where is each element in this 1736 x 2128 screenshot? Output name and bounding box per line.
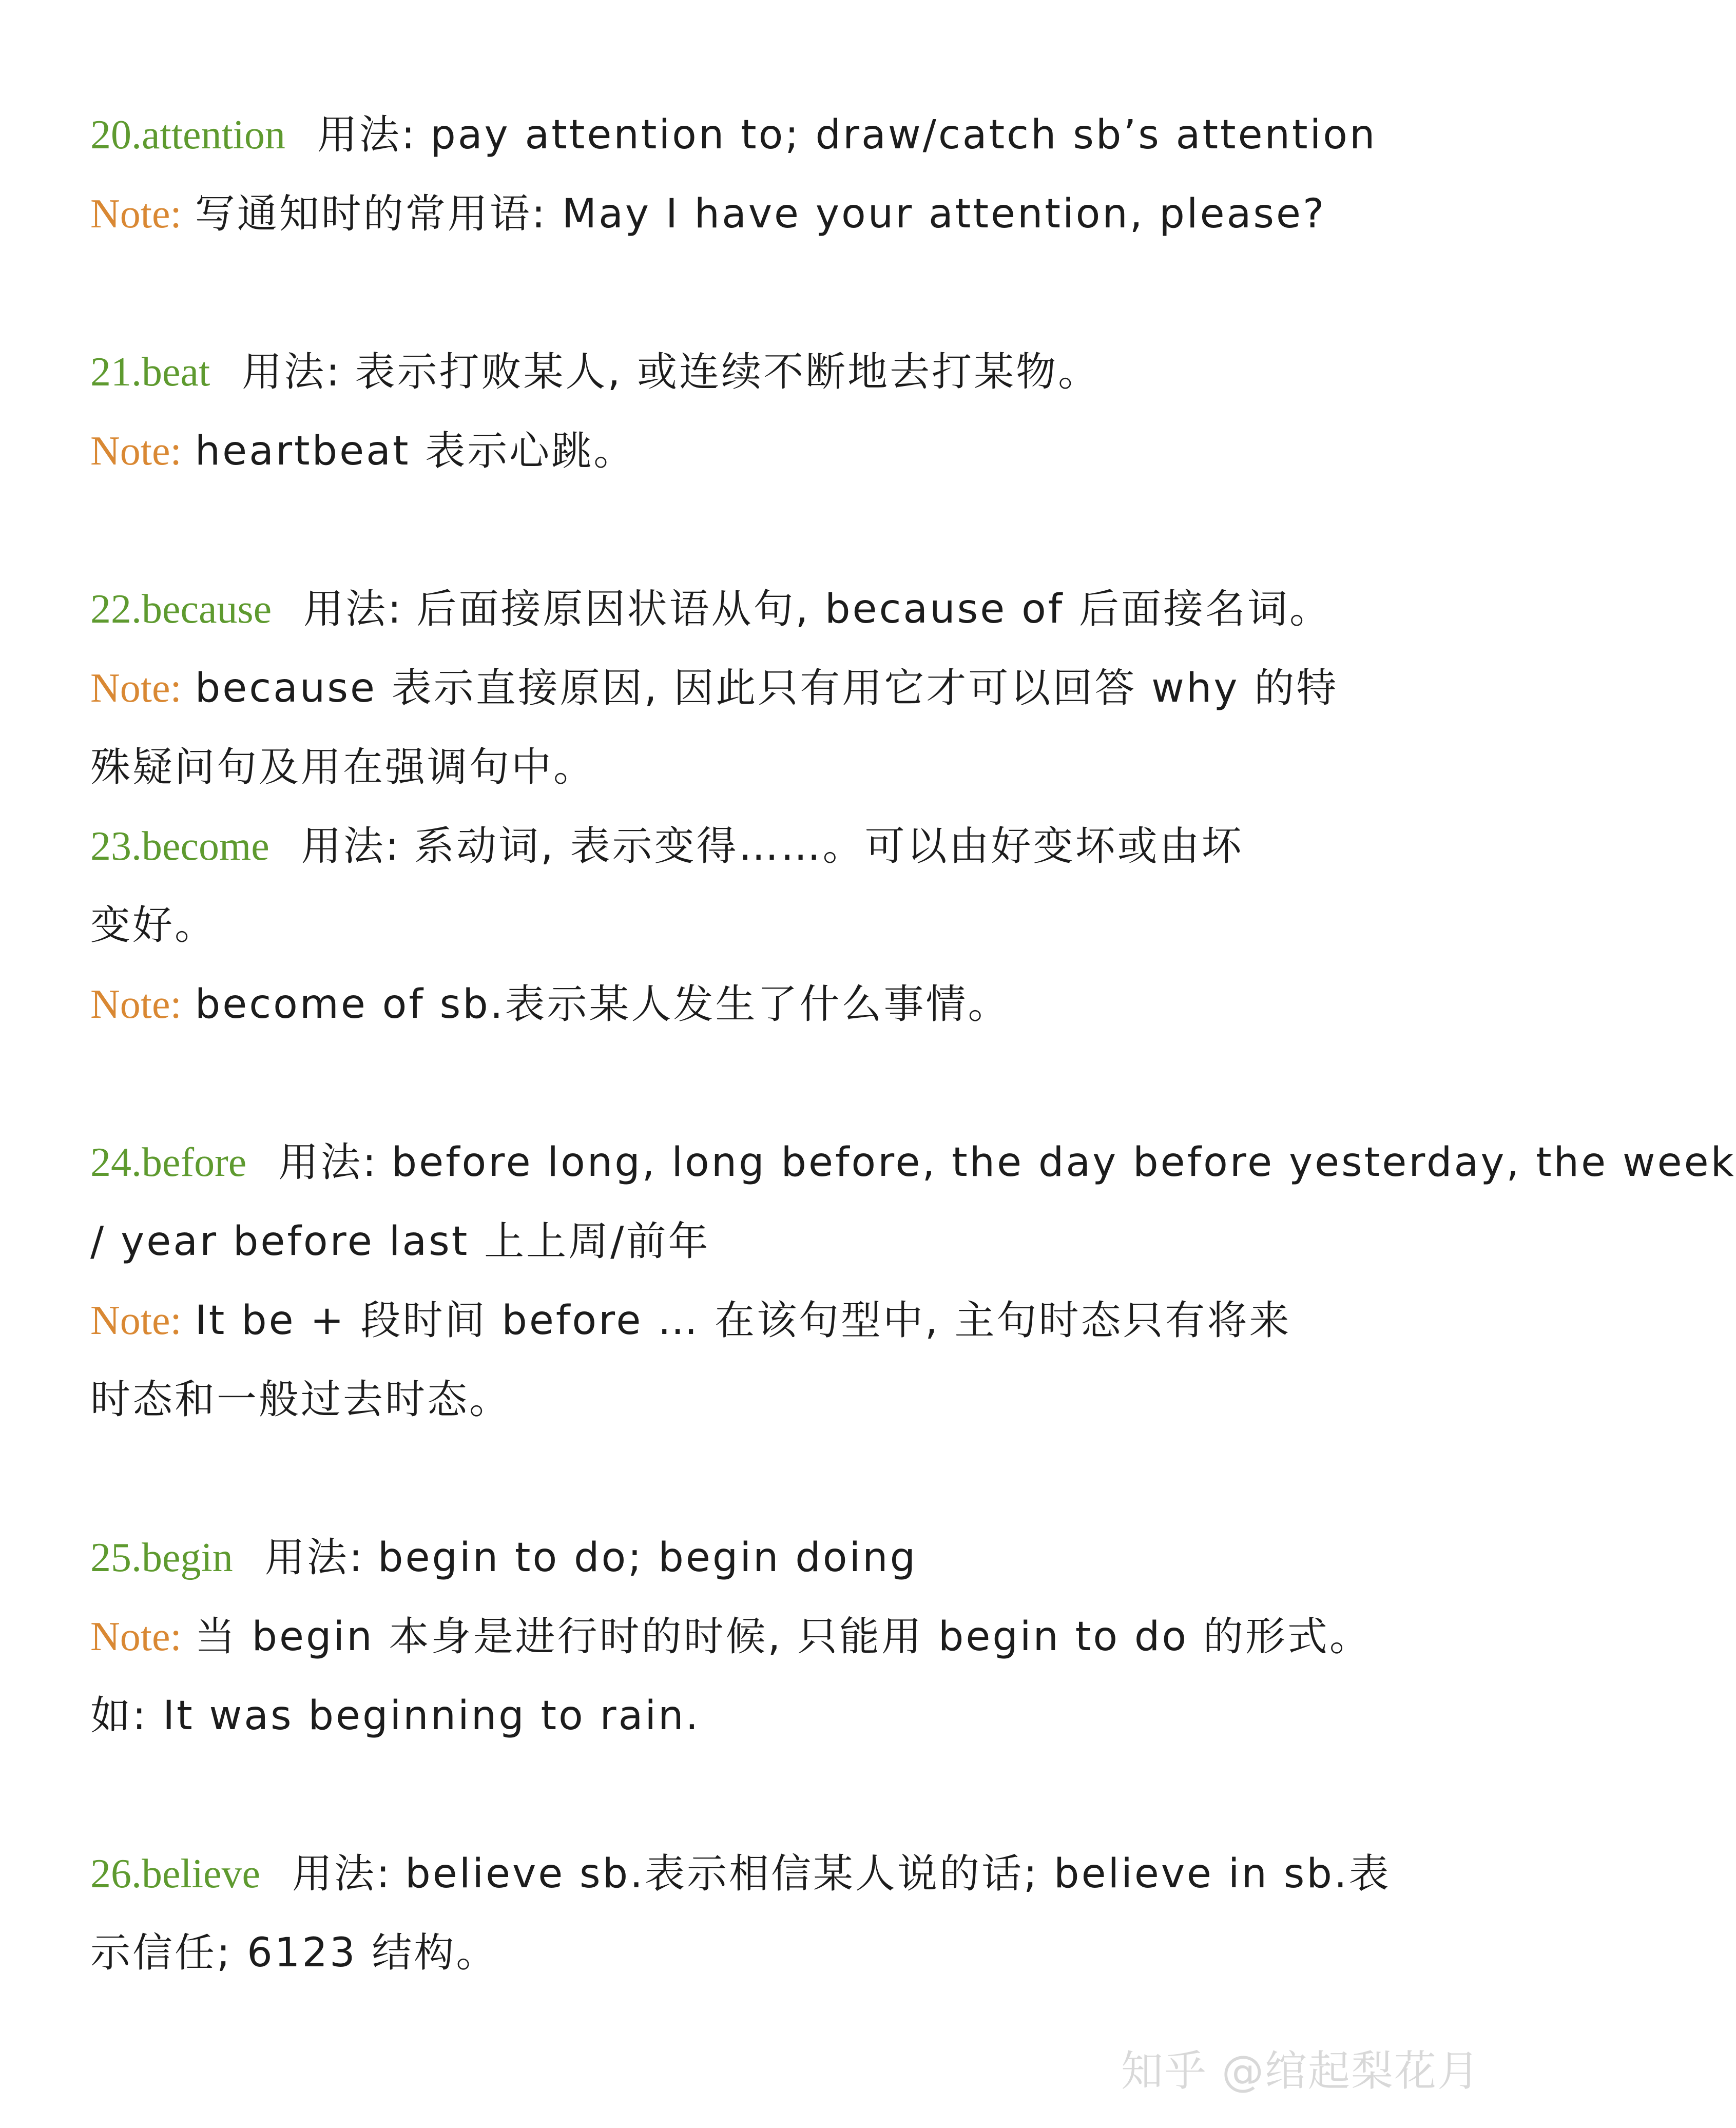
usage-text: 系动词, 表示变得……。可以由好变坏或由坏 [414,823,1244,869]
note-label: Note: [90,1614,182,1659]
usage-line-continued: / year before last 上上周/前年 [90,1218,710,1265]
usage-text: 表示打败某人, 或连续不断地去打某物。 [355,349,1101,395]
usage-line [90,1834,1435,1913]
notes-page [90,95,1736,1992]
usage-line [90,333,1435,412]
note-label: Note: [90,982,182,1027]
usage-line [90,95,1435,175]
usage-label: 用法: [303,586,403,632]
entry-word: 25.begin [90,1535,233,1580]
entry-word: 26.believe [90,1851,260,1897]
usage-label: 用法: [301,823,401,869]
entry-because [90,570,1435,807]
usage-line-continued: 示信任; 6123 结构。 [90,1930,498,1976]
entry-attention [90,95,1435,254]
entry-become [90,807,1435,1044]
entry-word: 21.beat [90,350,210,395]
note-line-continued: 殊疑问句及用在强调句中。 [90,744,596,790]
usage-label: 用法: [242,349,342,395]
watermark: 知乎 @绾起梨花月 [1121,2047,1480,2096]
usage-line [90,1123,1736,1202]
note-line-continued: 如: It was beginning to rain. [90,1693,701,1739]
note-label: Note: [90,1298,182,1343]
usage-label: 用法: [278,1139,378,1186]
entry-word: 20.attention [90,112,285,158]
usage-label: 用法: [264,1535,365,1581]
note-line [90,649,1435,728]
usage-line-continued: 变好。 [90,902,217,949]
note-text: because 表示直接原因, 因此只有用它才可以回答 why 的特 [195,665,1339,711]
note-line [90,1281,1435,1360]
entry-word: 22.because [90,587,272,632]
note-line [90,1597,1435,1676]
note-line-continued: 时态和一般过去时态。 [90,1377,512,1423]
entry-word: 23.become [90,824,269,869]
usage-line [90,1518,1435,1597]
usage-line [90,807,1435,886]
note-text: heartbeat 表示心跳。 [195,428,636,474]
usage-label: 用法: [292,1851,392,1897]
usage-label: 用法: [317,112,417,158]
note-label: Note: [90,429,182,474]
usage-text: pay attention to; draw/catch sb’s attention [430,112,1377,158]
note-line [90,412,1435,491]
note-label: Note: [90,666,182,711]
note-line [90,965,1435,1044]
note-label: Note: [90,191,182,237]
usage-text: before long, long before, the day before yesterday, the week [391,1139,1736,1186]
note-text: It be + 段时间 before … 在该句型中, 主句时态只有将来 [195,1298,1291,1344]
entry-before [90,1123,1736,1439]
entry-beat [90,333,1435,491]
note-line [90,175,1435,254]
usage-text: believe sb.表示相信某人说的话; believe in sb.表 [405,1851,1391,1897]
usage-text: begin to do; begin doing [378,1535,918,1581]
usage-line [90,570,1435,649]
usage-text: 后面接原因状语从句, because of 后面接名词。 [416,586,1332,632]
note-text: 写通知时的常用语: May I have your attention, please? [195,191,1326,237]
entry-believe [90,1834,1435,1992]
note-text: become of sb.表示某人发生了什么事情。 [195,981,1010,1028]
entry-word: 24.before [90,1140,247,1185]
entry-begin [90,1518,1435,1755]
note-text: 当 begin 本身是进行时的时候, 只能用 begin to do 的形式。 [195,1614,1372,1660]
